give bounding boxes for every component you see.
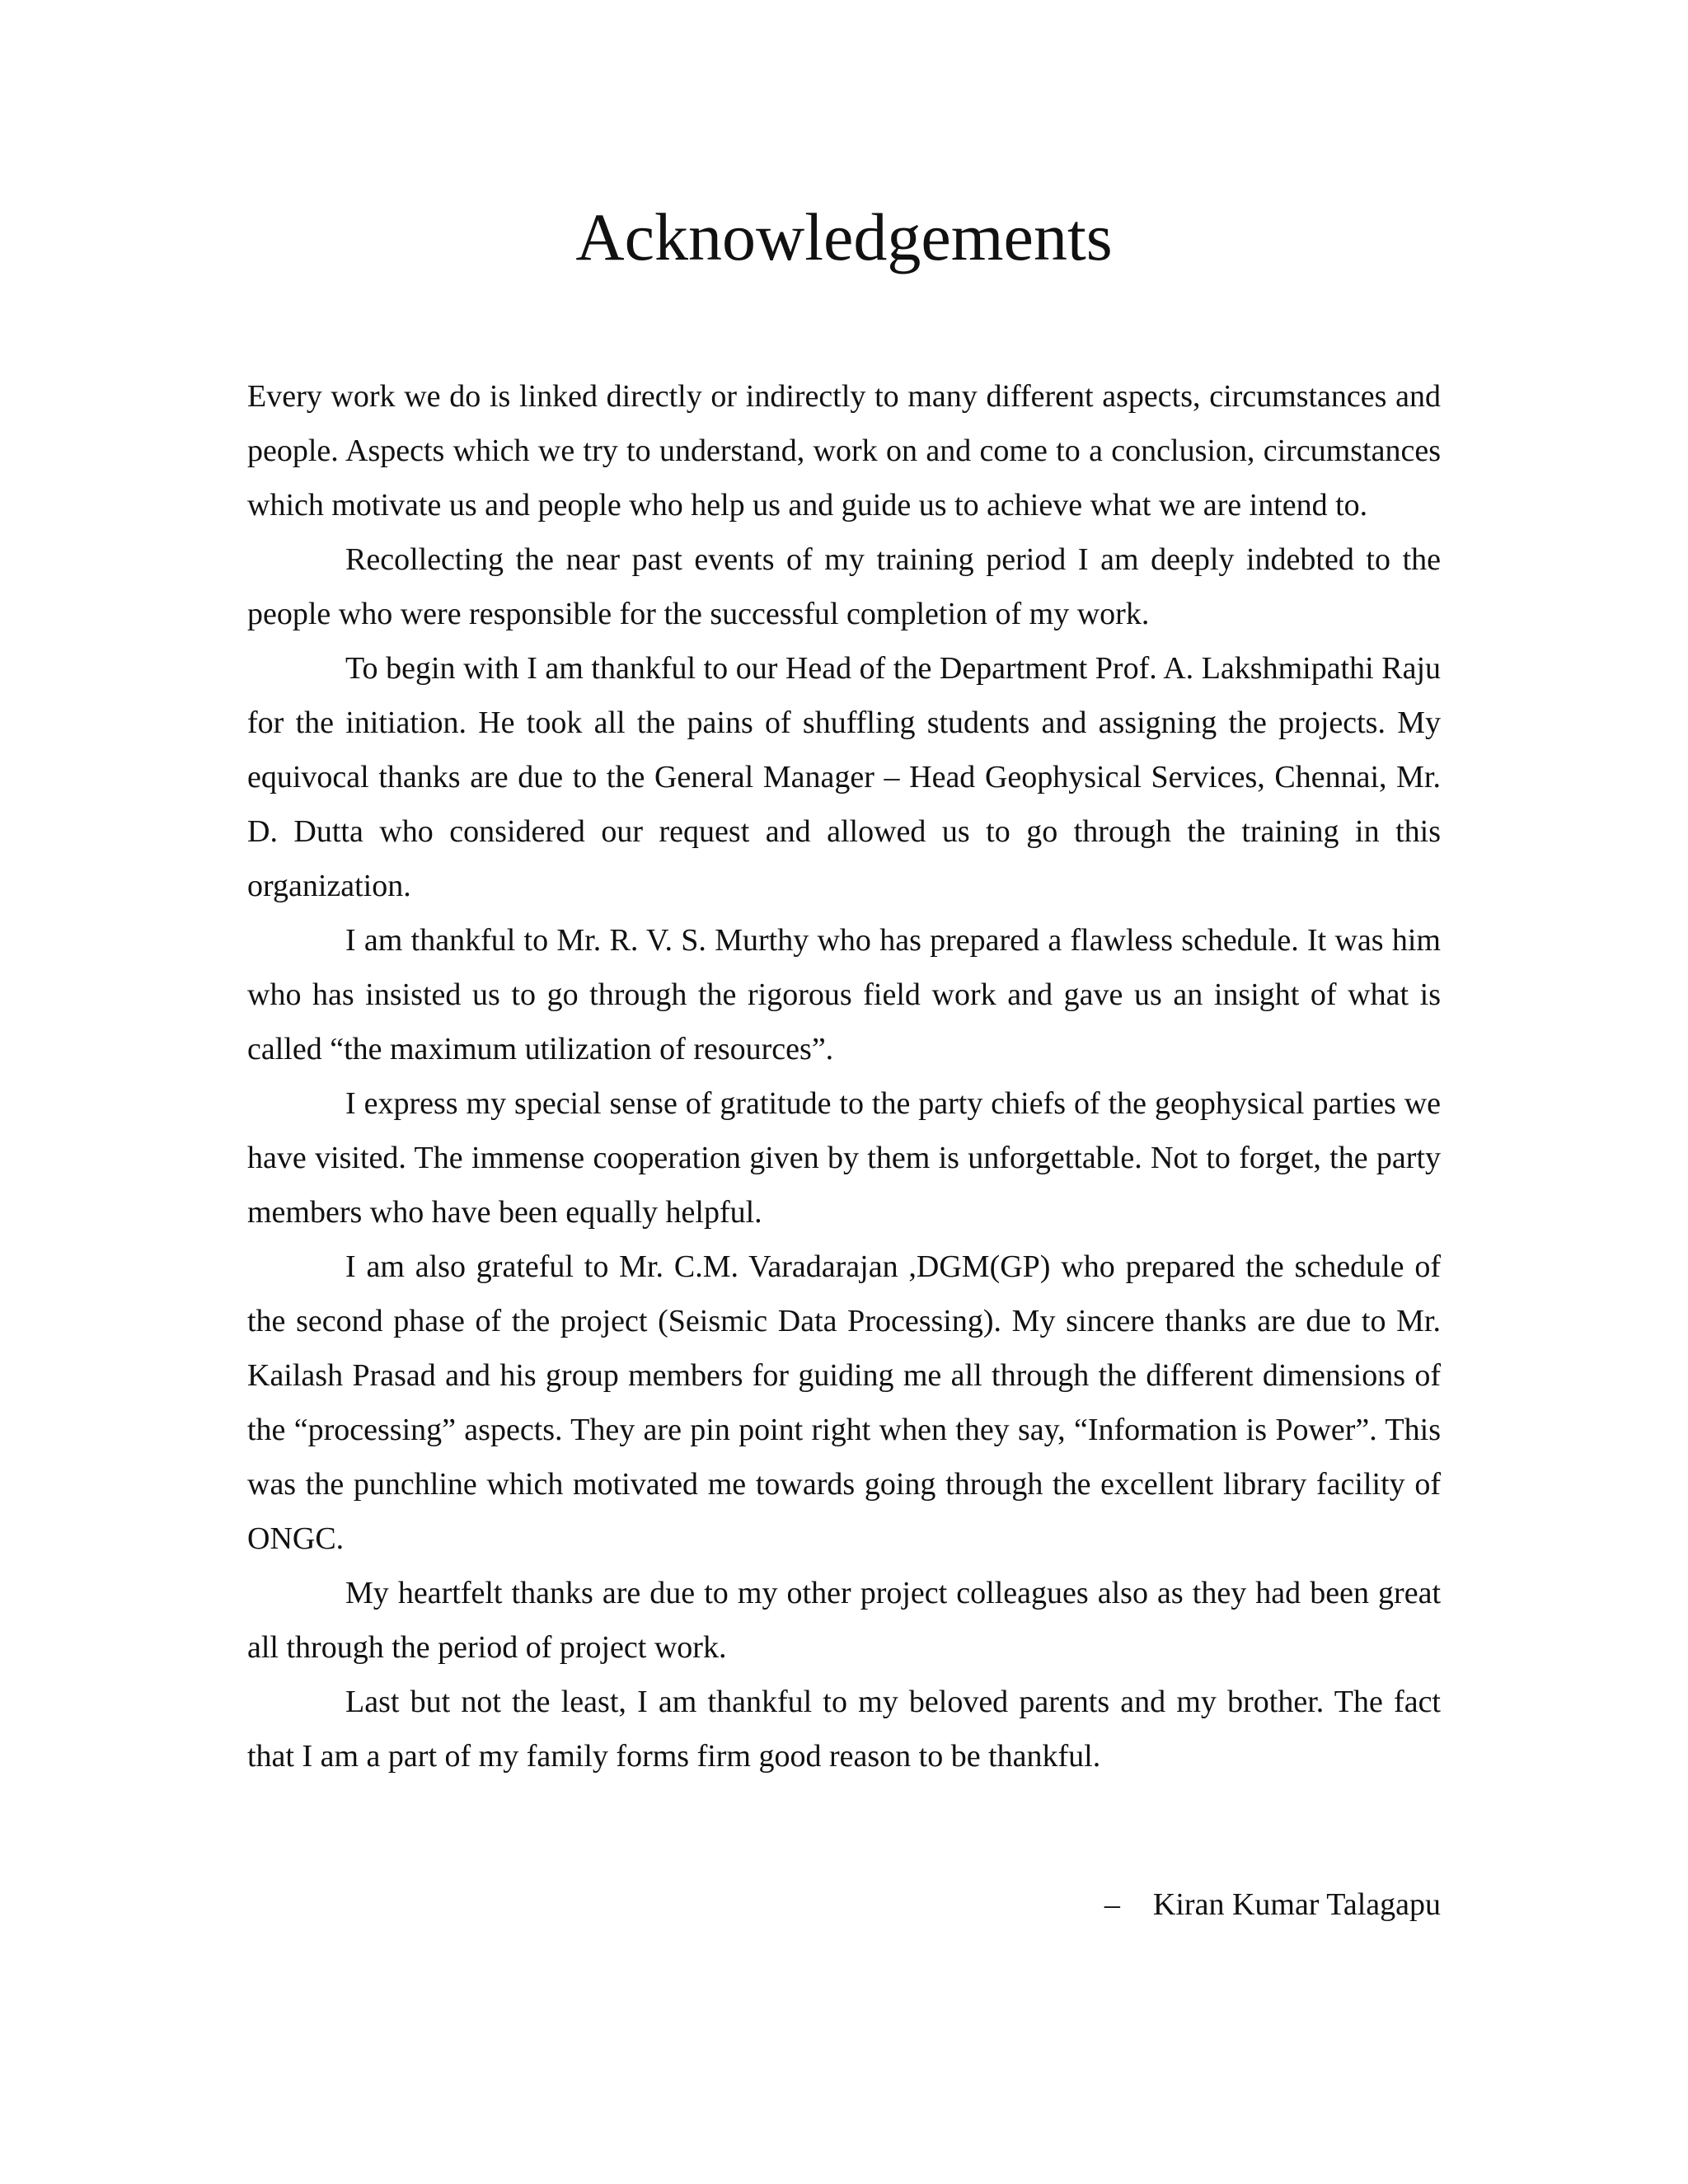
paragraph-intro: Every work we do is linked directly or indirectly to many different aspects, circumstances and people. Aspects which we try to understand, work on and come to a conclusion, circumstances which motivate us and people who help us and guide us to achieve what we are intend to. bbox=[247, 379, 1441, 523]
signature-name: Kiran Kumar Talagapu bbox=[1152, 1887, 1441, 1922]
signature bbox=[247, 1877, 1441, 1932]
paragraph-processing: I am also grateful to Mr. C.M. Varadarajan ,DGM(GP) who prepared the schedule of the second phase of the project (Seismic Data Processing). My sincere thanks are due to Mr. Kailash Prasad and his group members for guiding me all through the different dimensions of the “processing” aspects. They are pin point right when they say, “Information is Power”. This was the punchline which motivated me towards going through the excellent library facility of ONGC. bbox=[247, 1249, 1441, 1556]
paragraph-family: Last but not the least, I am thankful to my beloved parents and my brother. The fact that I am a part of my family forms firm good reason to be thankful. bbox=[247, 1685, 1441, 1774]
paragraph-schedule: I am thankful to Mr. R. V. S. Murthy who has prepared a flawless schedule. It was him who has insisted us to go through the rigorous field work and gave us an insight of what is called “the maximum utilization of resources”. bbox=[247, 923, 1441, 1066]
paragraph-training-period: Recollecting the near past events of my training period I am deeply indebted to the people who were responsible for the successful completion of my work. bbox=[247, 542, 1441, 631]
paragraph-colleagues: My heartfelt thanks are due to my other project colleagues also as they had been great all through the period of project work. bbox=[247, 1576, 1441, 1665]
page-title: Acknowledgements bbox=[575, 199, 1113, 274]
paragraph-department-head: To begin with I am thankful to our Head of the Department Prof. A. Lakshmipathi Raju for the initiation. He took all the pains of shuffling students and assigning the projects. My equivocal thanks are due to the General Manager – Head Geophysical Services, Chennai, Mr. D. Dutta who considered our request and allowed us to go through the training in this organization. bbox=[247, 651, 1441, 903]
signature-dash: – bbox=[1104, 1887, 1120, 1922]
body-text bbox=[247, 369, 1441, 1783]
paragraph-party-chiefs: I express my special sense of gratitude to the party chiefs of the geophysical parties we have visited. The immense cooperation given by them is unforgettable. Not to forget, the party members who have been equally helpful. bbox=[247, 1086, 1441, 1230]
